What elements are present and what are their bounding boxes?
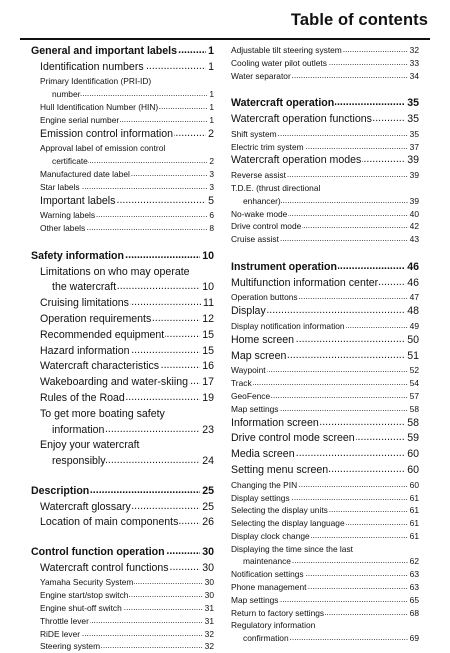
- toc-entry-title: Regulatory information: [231, 620, 316, 631]
- toc-entry-title: Reverse assist: [231, 170, 286, 181]
- toc-entry[interactable]: [40, 265, 214, 297]
- toc-subentry[interactable]: [231, 568, 419, 581]
- toc-entry-title: Hull Identification Number (HIN): [40, 101, 159, 112]
- toc-entry-title: Display clock change: [231, 530, 310, 541]
- toc-subentry[interactable]: [231, 364, 419, 377]
- toc-right-column: [231, 44, 419, 645]
- toc-page-number: 5: [206, 194, 214, 210]
- toc-page-number: 30: [204, 590, 214, 601]
- toc-page-number: 46: [405, 276, 419, 292]
- toc-subentry[interactable]: [231, 504, 419, 517]
- toc-entry-title: Wakeboarding and water-skiing: [40, 376, 188, 389]
- toc-entry-title: Information screen: [231, 416, 319, 429]
- toc-subentry[interactable]: [231, 70, 419, 83]
- toc-entry-title: Watercraft operation functions: [231, 112, 372, 125]
- toc-page-number: 63: [409, 569, 419, 580]
- toc-entry[interactable]: [40, 391, 214, 407]
- toc-page-number: 58: [409, 403, 419, 414]
- toc-entry[interactable]: [40, 438, 214, 470]
- toc-page-number: 30: [200, 561, 214, 577]
- toc-page-number: 68: [409, 607, 419, 618]
- toc-page-number: 25: [200, 484, 214, 500]
- toc-page-number: 25: [200, 500, 214, 516]
- toc-page-number: 3: [209, 181, 214, 192]
- toc-entry-title: Warning labels: [40, 210, 96, 221]
- toc-page-number: 35: [405, 96, 419, 112]
- toc-entry-title: Track: [231, 378, 252, 389]
- toc-page-number: 30: [204, 577, 214, 588]
- toc-section-heading[interactable]: [231, 260, 419, 276]
- toc-entry-title: Enjoy your watercraft: [40, 439, 140, 452]
- toc-page-number: 1: [206, 60, 214, 76]
- toc-page-number: 23: [200, 423, 214, 439]
- toc-page-number: 51: [405, 349, 419, 365]
- toc-subentry[interactable]: [231, 128, 419, 141]
- toc-subentry[interactable]: [231, 141, 419, 154]
- toc-entry-title: T.D.E. (thrust directional: [231, 182, 321, 193]
- toc-entry[interactable]: [231, 112, 419, 128]
- toc-entry[interactable]: [231, 304, 419, 320]
- toc-entry[interactable]: [231, 276, 419, 292]
- toc-subentry[interactable]: [40, 602, 214, 615]
- toc-entry-title: Location of main components: [40, 516, 179, 529]
- toc-entry-title-continued: certificate: [52, 156, 88, 167]
- toc-entry-title: Identification numbers: [40, 60, 144, 73]
- toc-entry-title: Recommended equipment: [40, 328, 165, 341]
- toc-subentry[interactable]: [40, 589, 214, 602]
- toc-section-heading[interactable]: [31, 545, 214, 561]
- toc-entry-title: Watercraft characteristics: [40, 360, 160, 373]
- toc-subentry[interactable]: [231, 182, 419, 208]
- toc-page-number: 54: [409, 378, 419, 389]
- toc-entry-title: Operation buttons: [231, 292, 298, 303]
- toc-page-number: 35: [405, 112, 419, 128]
- toc-page-number: 1: [209, 89, 214, 100]
- toc-page-number: 32: [409, 45, 419, 55]
- toc-page-number: 39: [409, 170, 419, 181]
- toc-subentry[interactable]: [231, 619, 419, 645]
- toc-entry-title: Display notification information: [231, 320, 345, 331]
- toc-subentry[interactable]: [231, 543, 419, 569]
- toc-entry-title-continued: responsibly: [52, 455, 106, 468]
- toc-page-number: 48: [405, 304, 419, 320]
- toc-page-number: 3: [209, 168, 214, 179]
- toc-subentry[interactable]: [231, 581, 419, 594]
- toc-entry[interactable]: [40, 515, 214, 531]
- toc-entry[interactable]: [40, 561, 214, 577]
- toc-subentry[interactable]: [231, 220, 419, 233]
- toc-subentry[interactable]: [231, 208, 419, 221]
- header-rule: [20, 38, 430, 40]
- toc-entry-title-continued: enhancer): [243, 195, 281, 206]
- toc-page-number: 37: [409, 141, 419, 152]
- toc-page-number: 61: [409, 518, 419, 529]
- toc-entry-title: Displaying the time since the last: [231, 543, 353, 554]
- toc-page-number: 42: [409, 221, 419, 232]
- toc-page-number: 39: [405, 153, 419, 169]
- toc-entry[interactable]: [231, 153, 419, 169]
- toc-entry-title: Rules of the Road: [40, 391, 125, 404]
- toc-entry-title: Media screen: [231, 448, 295, 461]
- toc-subentry[interactable]: [40, 640, 214, 653]
- toc-entry[interactable]: [40, 60, 214, 76]
- toc-entry-title: Watercraft glossary: [40, 500, 131, 513]
- toc-subentry[interactable]: [231, 390, 419, 403]
- toc-page-number: 31: [204, 615, 214, 626]
- toc-subentry[interactable]: [40, 168, 214, 181]
- toc-subentry[interactable]: [231, 403, 419, 416]
- toc-entry-title: To get more boating safety: [40, 407, 165, 420]
- toc-page-number: 60: [409, 479, 419, 490]
- toc-subentry[interactable]: [231, 233, 419, 246]
- toc-page-number: 15: [200, 344, 214, 360]
- toc-page-number: 50: [405, 333, 419, 349]
- toc-page-number: 1: [209, 101, 214, 112]
- toc-page-number: 11: [201, 296, 214, 312]
- toc-page-number: 57: [409, 390, 419, 401]
- page-header: [0, 0, 450, 40]
- toc-entry-title: Primary Identification (PRI-ID): [40, 76, 152, 87]
- toc-section-heading[interactable]: [231, 96, 419, 112]
- toc-page-number: 43: [409, 234, 419, 245]
- toc-entry[interactable]: [40, 127, 214, 143]
- toc-entry-title: Watercraft operation modes: [231, 154, 362, 167]
- toc-entry-title-continued: maintenance: [243, 556, 291, 567]
- toc-subentry[interactable]: [40, 114, 214, 127]
- toc-page-number: 35: [409, 128, 419, 139]
- toc-entry-title: Notification settings: [231, 569, 304, 580]
- toc-subentry[interactable]: [231, 492, 419, 505]
- toc-entry-title: Hazard information: [40, 344, 130, 357]
- toc-entry-title: Map screen: [231, 349, 287, 362]
- toc-entry[interactable]: [40, 359, 214, 375]
- toc-page-number: 49: [409, 320, 419, 331]
- toc-section-heading[interactable]: [31, 44, 214, 60]
- toc-page-number: 19: [200, 391, 214, 407]
- toc-subentry[interactable]: [231, 57, 419, 70]
- toc-page-number: 63: [409, 582, 419, 593]
- toc-entry-title: Yamaha Security System: [40, 577, 134, 588]
- toc-subentry[interactable]: [40, 101, 214, 114]
- toc-entry-title: Watercraft operation: [231, 97, 335, 110]
- toc-entry[interactable]: [40, 328, 214, 344]
- toc-section-heading[interactable]: [31, 249, 214, 265]
- toc-subentry[interactable]: [231, 517, 419, 530]
- toc-entry[interactable]: [40, 312, 214, 328]
- toc-entry-title: Adjustable tilt steering system: [231, 45, 342, 55]
- toc-page-number: 24: [200, 454, 214, 470]
- toc-entry-title: Selecting the display units: [231, 505, 328, 516]
- toc-subentry[interactable]: [231, 479, 419, 492]
- toc-subentry[interactable]: [231, 44, 419, 57]
- section-gap: [31, 531, 214, 545]
- toc-entry-title: RiDE lever: [40, 628, 81, 639]
- toc-subentry[interactable]: [231, 320, 419, 333]
- toc-subentry[interactable]: [40, 181, 214, 194]
- toc-page-number: 16: [200, 359, 214, 375]
- toc-entry-title: Instrument operation: [231, 260, 337, 273]
- toc-entry[interactable]: [40, 375, 214, 391]
- toc-entry-title: Electric trim system: [231, 141, 304, 152]
- toc-subentry[interactable]: [40, 75, 214, 101]
- toc-page-number: 58: [405, 416, 419, 432]
- toc-page-number: 1: [206, 44, 214, 60]
- toc-entry-title: Emission control information: [40, 127, 174, 140]
- toc-left-column: [31, 44, 214, 653]
- toc-entry-title-continued: number: [52, 89, 81, 100]
- page-title: Table of contents: [290, 11, 428, 29]
- toc-page-number: 15: [200, 328, 214, 344]
- toc-entry-title: Cooling water pilot outlets: [231, 57, 327, 68]
- toc-entry-title: Engine serial number: [40, 114, 120, 125]
- section-gap: [31, 470, 214, 484]
- toc-entry-title: Home screen: [231, 333, 294, 346]
- toc-page-number: 32: [204, 641, 214, 652]
- toc-entry-title: Waypoint: [231, 365, 266, 376]
- toc-entry-title: Star labels: [40, 181, 80, 192]
- toc-subentry[interactable]: [40, 142, 214, 168]
- toc-page-number: 8: [209, 223, 214, 234]
- toc-page-number: 61: [409, 492, 419, 503]
- toc-page-number: 10: [200, 249, 214, 265]
- toc-subentry[interactable]: [40, 615, 214, 628]
- toc-entry[interactable]: [231, 447, 419, 463]
- toc-page-number: 46: [405, 260, 419, 276]
- toc-entry[interactable]: [231, 463, 419, 479]
- toc-page-number: 59: [405, 431, 419, 447]
- toc-entry-title: Steering system: [40, 641, 101, 652]
- toc-entry-title: Control function operation: [31, 546, 165, 559]
- toc-entry-title: Important labels: [40, 194, 116, 207]
- toc-page-number: 31: [204, 603, 214, 614]
- toc-entry[interactable]: [231, 416, 419, 432]
- toc-page-number: 60: [405, 463, 419, 479]
- toc-page-number: 32: [204, 628, 214, 639]
- toc-entry-title: Display settings: [231, 492, 290, 503]
- toc-entry-title: Drive control mode screen: [231, 432, 355, 445]
- toc-entry-title: Throttle lever: [40, 615, 89, 626]
- toc-entry-title: GeoFence: [231, 390, 271, 401]
- toc-entry-title-continued: the watercraft: [52, 281, 117, 294]
- toc-entry-title: General and important labels: [31, 45, 177, 57]
- toc-entry-title: Map settings: [231, 594, 279, 605]
- toc-entry-title: Cruise assist: [231, 234, 279, 245]
- toc-entry-title: Description: [31, 484, 90, 497]
- toc-page-number: 33: [409, 57, 419, 68]
- section-gap: [31, 235, 214, 249]
- toc-page-number: 26: [200, 515, 214, 531]
- toc-entry[interactable]: [40, 194, 214, 210]
- toc-page-number: 69: [409, 633, 419, 644]
- toc-entry-title: Changing the PIN: [231, 479, 298, 490]
- section-gap: [231, 246, 419, 260]
- toc-subentry[interactable]: [40, 209, 214, 222]
- toc-entry-title: Setting menu screen: [231, 463, 329, 476]
- toc-page-number: 65: [409, 594, 419, 605]
- toc-subentry[interactable]: [40, 576, 214, 589]
- toc-entry-title: Approval label of emission control: [40, 143, 166, 154]
- toc-subentry[interactable]: [231, 291, 419, 304]
- toc-entry-title: Shift system: [231, 128, 277, 139]
- section-gap: [231, 82, 419, 96]
- toc-page-number: 61: [409, 530, 419, 541]
- toc-entry-title: Phone management: [231, 582, 307, 593]
- toc-entry-title: Manufactured date label: [40, 168, 130, 179]
- toc-entry[interactable]: [40, 500, 214, 516]
- toc-entry-title: Display: [231, 305, 266, 318]
- toc-entry-title: Safety information: [31, 249, 125, 262]
- toc-subentry[interactable]: [231, 377, 419, 390]
- toc-subentry[interactable]: [231, 594, 419, 607]
- toc-entry-title: Engine start/stop switch: [40, 590, 129, 601]
- toc-entry-title: Operation requirements: [40, 312, 152, 325]
- toc-page-number: 47: [409, 292, 419, 303]
- toc-subentry[interactable]: [40, 222, 214, 235]
- toc-entry-title: Other labels: [40, 223, 86, 234]
- toc-section-heading[interactable]: [31, 484, 214, 500]
- toc-page-number: 40: [409, 208, 419, 219]
- toc-entry[interactable]: [231, 349, 419, 365]
- toc-page-number: 17: [200, 375, 214, 391]
- toc-entry[interactable]: [40, 407, 214, 439]
- toc-page-number: 2: [206, 127, 214, 143]
- toc-entry-title: Watercraft control functions: [40, 561, 169, 574]
- toc-page-number: 62: [409, 556, 419, 567]
- toc-page-number: 10: [200, 280, 214, 296]
- toc-entry-title: Selecting the display language: [231, 518, 345, 529]
- toc-page-number: 61: [409, 505, 419, 516]
- toc-page-number: 34: [409, 70, 419, 81]
- toc-page-number: 39: [409, 195, 419, 206]
- toc-entry-title: Engine shut-off switch: [40, 603, 122, 614]
- toc-page-number: 60: [405, 447, 419, 463]
- toc-entry-title: Cruising limitations: [40, 297, 129, 310]
- toc-entry[interactable]: [231, 431, 419, 447]
- toc-page-number: 30: [200, 545, 214, 561]
- toc-subentry[interactable]: [231, 530, 419, 543]
- toc-entry[interactable]: [40, 344, 214, 360]
- toc-entry-title: Drive control mode: [231, 221, 302, 232]
- toc-subentry[interactable]: [231, 607, 419, 620]
- toc-entry-title: Limitations on who may operate: [40, 265, 190, 278]
- toc-page-number: 12: [200, 312, 214, 328]
- toc-page-number: 2: [209, 156, 214, 167]
- toc-entry-title: Return to factory settings: [231, 607, 325, 618]
- toc-entry[interactable]: [231, 333, 419, 349]
- toc-entry[interactable]: [40, 296, 214, 312]
- toc-entry-title-continued: information: [52, 423, 105, 436]
- toc-page-number: 52: [409, 365, 419, 376]
- toc-entry-title: Multifunction information center: [231, 276, 379, 289]
- toc-entry-title: Water separator: [231, 70, 291, 81]
- toc-subentry[interactable]: [40, 628, 214, 641]
- toc-page-number: 1: [209, 114, 214, 125]
- toc-entry-title: No-wake mode: [231, 208, 288, 219]
- toc-entry-title: Map settings: [231, 403, 279, 414]
- toc-subentry[interactable]: [231, 169, 419, 182]
- toc-page-number: 6: [209, 210, 214, 221]
- toc-entry-title-continued: confirmation: [243, 633, 289, 644]
